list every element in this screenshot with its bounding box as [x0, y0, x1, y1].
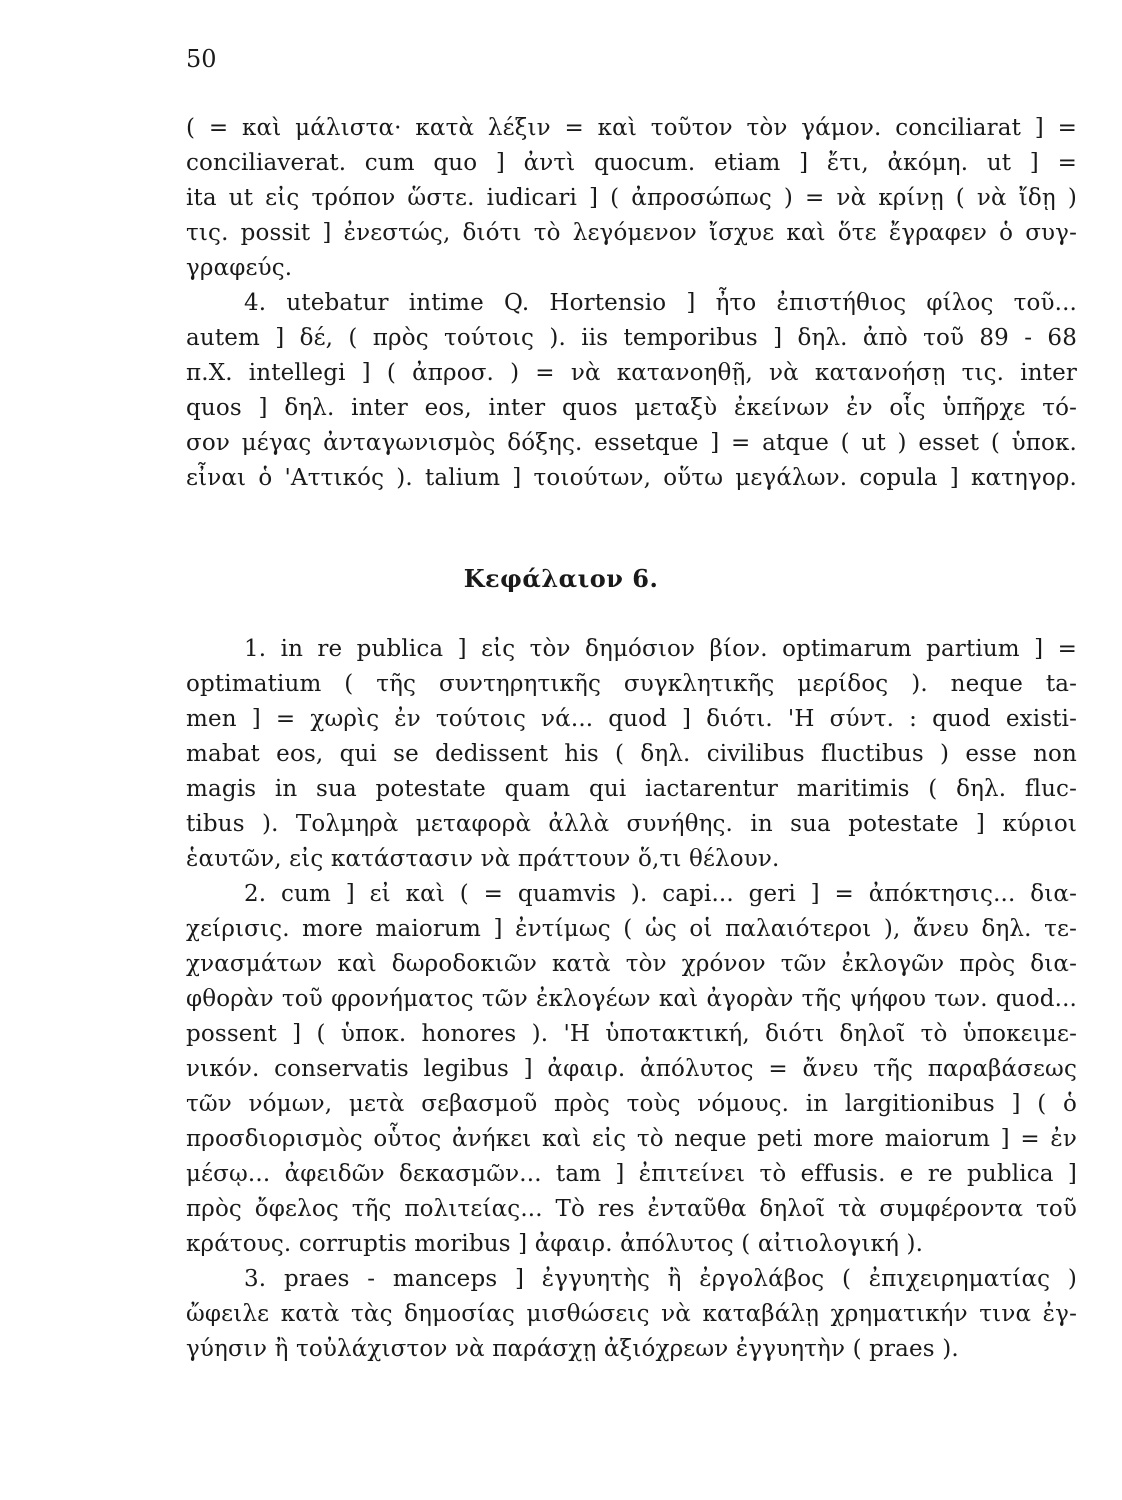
chapter-heading: Κεφάλαιον 6.	[463, 564, 659, 593]
page-number: 50	[186, 45, 217, 73]
text-line: ( = καὶ μάλιστα· κατὰ λέξιν = καὶ τοῦτον τὸν γάμον. conciliarat ] =	[186, 115, 1077, 141]
text-line: μέσῳ... ἀφειδῶν δεκασμῶν... tam ] ἐπιτείνει τὸ effusis. e re publica ]	[186, 1161, 1077, 1187]
text-line: magis in sua potestate quam qui iactarentur maritimis ( δηλ. fluc-	[186, 776, 1077, 802]
text-line: τῶν νόμων, μετὰ σεβασμοῦ πρὸς τοὺς νόμους. in largitionibus ] ( ὁ	[186, 1091, 1077, 1117]
text-line: quos ] δηλ. inter eos, inter quos μεταξὺ ἐκείνων ἐν οἷς ὑπῆρχε τό-	[186, 395, 1077, 421]
text-line: γραφεύς.	[186, 255, 293, 281]
text-line: tibus ). Τολμηρὰ μεταφορὰ ἀλλὰ συνήθης. in sua potestate ] κύριοι	[186, 811, 1077, 837]
text-line: ἑαυτῶν, εἰς κατάστασιν νὰ πράττουν ὅ,τι θέλουν.	[186, 846, 780, 872]
text-line: autem ] δέ, ( πρὸς τούτοις ). iis temporibus ] δηλ. ἀπὸ τοῦ 89 - 68	[186, 325, 1077, 351]
text-line: π.Χ. intellegi ] ( ἀπροσ. ) = νὰ κατανοηθῇ, νὰ κατανοήσῃ τις. inter	[186, 360, 1077, 386]
paragraph-start-line: 1. in re publica ] εἰς τὸν δημόσιον βίον. optimarum partium ] =	[244, 636, 1077, 662]
text-line: possent ] ( ὑποκ. honores ). 'Η ὑποτακτική, διότι δηλοῖ τὸ ὑποκειμε-	[186, 1021, 1077, 1047]
text-line: εἶναι ὁ 'Αττικός ). talium ] τοιούτων, οὕτω μεγάλων. copula ] κατηγορ.	[186, 465, 1077, 491]
text-line: ὤφειλε κατὰ τὰς δημοσίας μισθώσεις νὰ καταβάλῃ χρηματικήν τινα ἐγ-	[186, 1301, 1077, 1327]
commentary-section-1	[186, 111, 1077, 496]
text-line: φθορὰν τοῦ φρονήματος τῶν ἐκλογέων καὶ ἀγορὰν τῆς ψήφου των. quod...	[186, 986, 1077, 1012]
paragraph-start-line: 3. praes - manceps ] ἐγγυητὴς ἢ ἐργολάβος ( ἐπιχειρηματίας )	[244, 1266, 1077, 1292]
paragraph-start-line: 4. utebatur intime Q. Hortensio ] ἦτο ἐπιστήθιος φίλος τοῦ...	[244, 290, 1077, 316]
text-line: χείρισις. more maiorum ] ἐντίμως ( ὡς οἱ παλαιότεροι ), ἄνευ δηλ. τε-	[186, 916, 1077, 942]
text-line: κράτους. corruptis moribus ] ἀφαιρ. ἀπόλυτος ( αἰτιολογική ).	[186, 1231, 924, 1257]
text-line: ita ut εἰς τρόπον ὥστε. iudicari ] ( ἀπροσώπως ) = νὰ κρίνῃ ( νὰ ἴδῃ )	[186, 185, 1077, 211]
text-line: men ] = χωρὶς ἐν τούτοις νά... quod ] διότι. 'Η σύντ. : quod existi-	[186, 706, 1077, 732]
text-line: τις. possit ] ἐνεστώς, διότι τὸ λεγόμενον ἴσχυε καὶ ὅτε ἔγραφεν ὁ συγ-	[186, 220, 1077, 246]
text-line: γύησιν ἢ τοὐλάχιστον νὰ παράσχῃ ἀξιόχρεων ἐγγυητὴν ( praes ).	[186, 1336, 959, 1362]
text-line: προσδιορισμὸς οὗτος ἀνήκει καὶ εἰς τὸ neque peti more maiorum ] = ἐν	[186, 1126, 1077, 1152]
text-line: optimatium ( τῆς συντηρητικῆς συγκλητικῆς μερίδος ). neque ta-	[186, 671, 1077, 697]
text-line: conciliaverat. cum quo ] ἀντὶ quocum. etiam ] ἔτι, ἀκόμη. ut ] =	[186, 150, 1077, 176]
text-line: νικόν. conservatis legibus ] ἀφαιρ. ἀπόλυτος = ἄνευ τῆς παραβάσεως	[186, 1056, 1077, 1082]
paragraph-start-line: 2. cum ] εἰ καὶ ( = quamvis ). capi... geri ] = ἀπόκτησις... δια-	[244, 881, 1077, 907]
commentary-section-2	[186, 632, 1077, 1367]
text-line: mabat eos, qui se dedissent his ( δηλ. civilibus fluctibus ) esse non	[186, 741, 1077, 767]
text-line: πρὸς ὄφελος τῆς πολιτείας... Τὸ res ἐνταῦθα δηλοῖ τὰ συμφέροντα τοῦ	[186, 1196, 1077, 1222]
text-line: χνασμάτων καὶ δωροδοκιῶν κατὰ τὸν χρόνον τῶν ἐκλογῶν πρὸς δια-	[186, 951, 1077, 977]
text-line: σον μέγας ἀνταγωνισμὸς δόξης. essetque ] = atque ( ut ) esset ( ὑποκ.	[186, 430, 1077, 456]
